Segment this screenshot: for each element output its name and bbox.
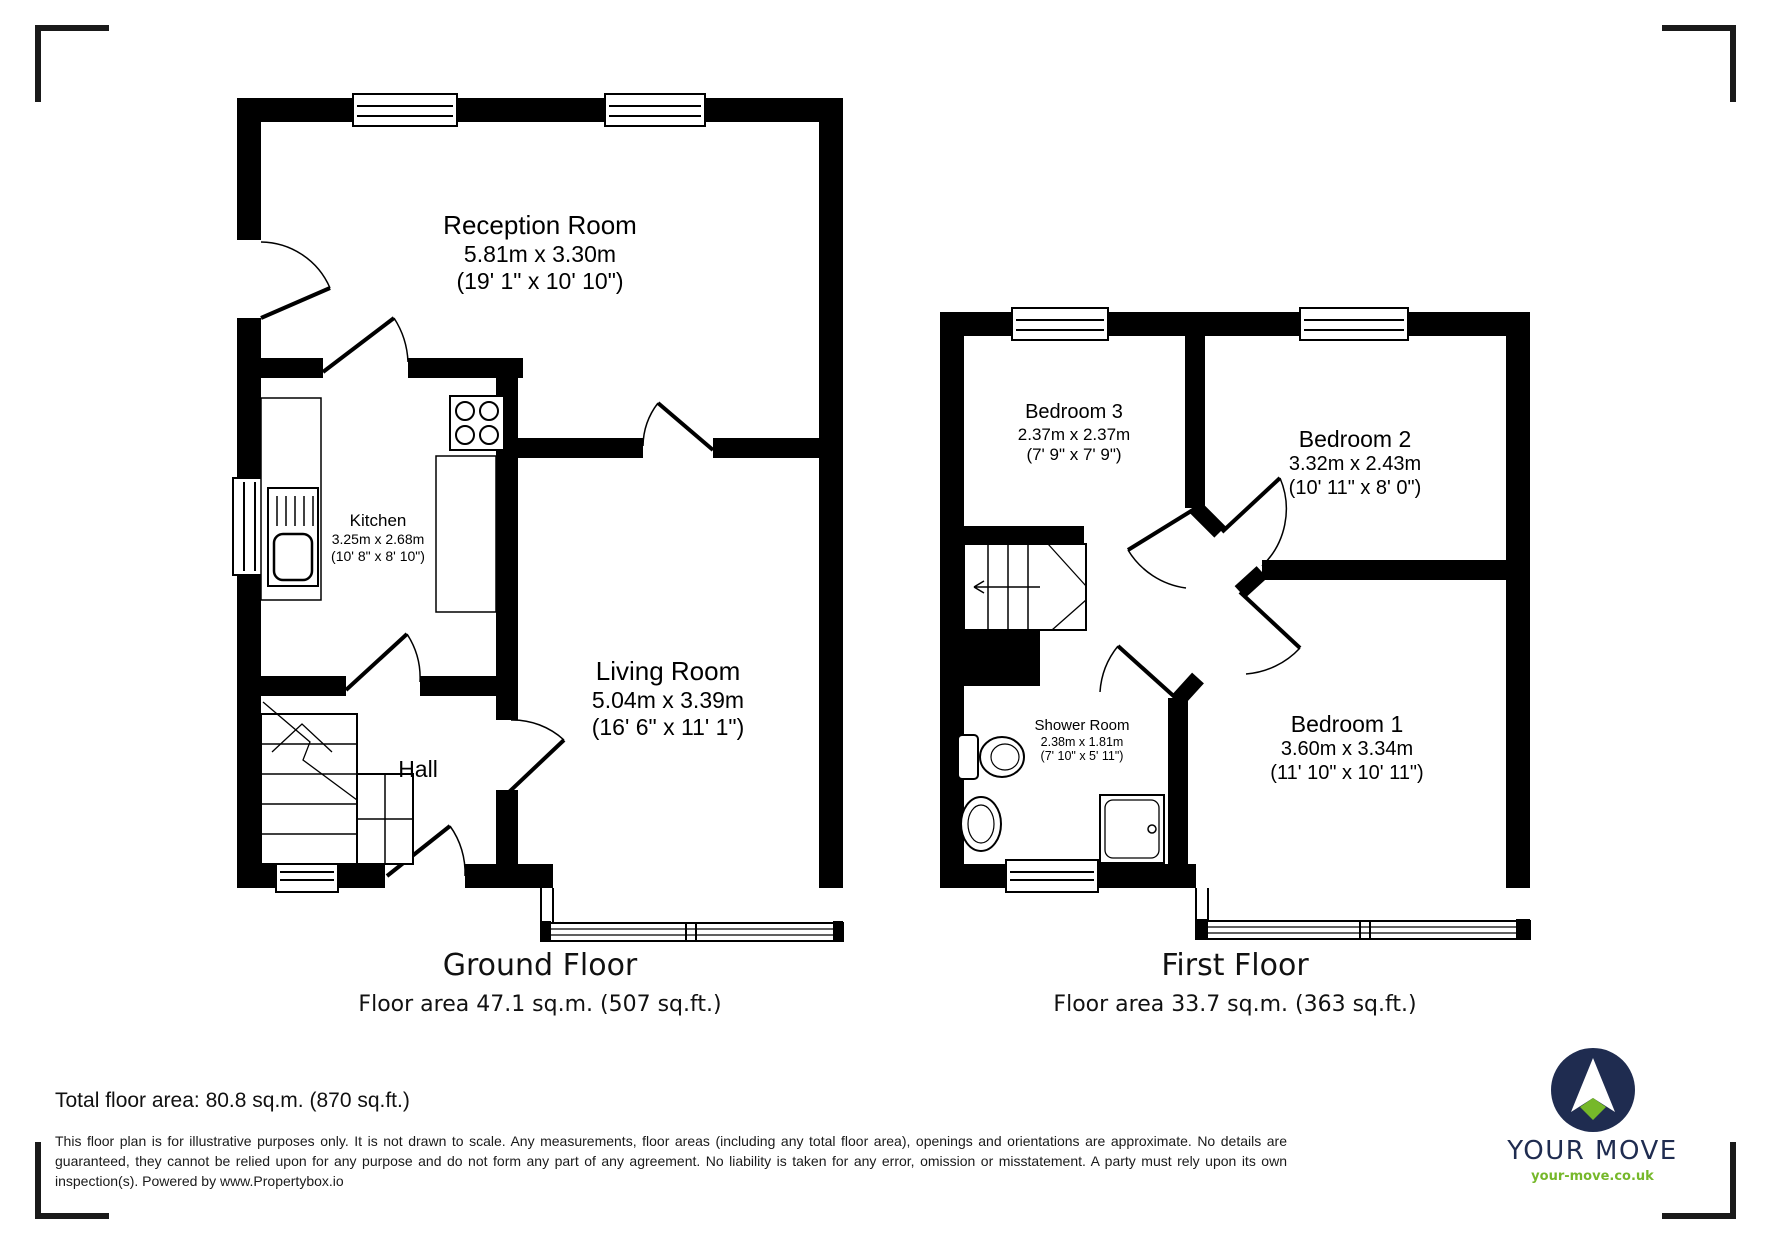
room-dim-metric: 5.04m x 3.39m [591,686,745,713]
bay-window [1196,888,1530,940]
room-label-living [592,656,745,741]
room-dim-metric: 3.60m x 3.34m [1280,738,1414,761]
staircase [261,702,413,864]
room-name: Reception Room [443,210,637,240]
room-dim-imperial: (7' 9" x 7' 9") [1026,444,1122,464]
room-dim-metric: 3.25m x 2.68m [331,531,425,548]
room-name: Bedroom 1 [1290,711,1404,737]
room-label-bedroom2 [1289,426,1422,500]
room-dim-metric: 3.32m x 2.43m [1288,453,1422,476]
total-floor-area: Total floor area: 80.8 sq.m. (870 sq.ft.) [55,1089,410,1112]
your-move-wordmark: YOUR MOVE [1507,1136,1678,1166]
room-dim-metric: 2.38m x 1.81m [1040,734,1124,749]
room-label-bedroom3 [1018,401,1130,465]
wash-basin [961,797,1001,851]
room-dim-imperial: (10' 8" x 8' 10") [331,547,425,564]
shower-tray [1100,795,1164,863]
room-name: Kitchen [349,511,407,530]
room-dim-imperial: (11' 10" x 10' 11") [1270,761,1424,784]
room-name: Living Room [595,656,741,686]
ground-floor-area: Floor area 47.1 sq.m. (507 sq.ft.) [358,992,722,1017]
first-floor-title: First Floor [1161,948,1309,983]
staircase [964,544,1086,630]
your-move-website: your-move.co.uk [1531,1169,1654,1184]
your-move-logo-icon [1549,1046,1637,1134]
room-name: Shower Room [1034,717,1130,734]
room-dim-imperial: (7' 10" x 5' 11") [1040,749,1124,764]
toilet [958,735,1024,779]
room-label-bedroom1 [1270,711,1423,785]
disclaimer-line: guaranteed, they cannot be relied upon for any purpose and do not form any part of any agreement. No liability is taken for any error, omission or misstatement. A party must rely upon its own [55,1153,1287,1169]
room-dim-metric: 5.81m x 3.30m [463,240,617,267]
room-dim-imperial: (19' 1" x 10' 10") [456,267,624,294]
disclaimer [55,1131,1287,1191]
hob [450,396,504,450]
your-move-logo [1505,1046,1680,1184]
disclaimer-line: inspection(s). Powered by www.Propertybox.io [55,1173,344,1189]
room-name: Hall [398,756,438,782]
room-label-shower [1034,717,1129,764]
room-label-hall [398,756,438,783]
bay-window [541,888,843,941]
ground-floor-title: Ground Floor [442,948,638,983]
room-label-kitchen [331,511,425,564]
room-dim-metric: 2.37m x 2.37m [1017,424,1131,444]
room-label-reception [443,210,637,295]
room-name: Bedroom 3 [1025,401,1123,423]
kitchen-sink [268,488,318,586]
room-name: Bedroom 2 [1298,426,1412,452]
room-dim-imperial: (10' 11" x 8' 0") [1288,476,1422,499]
disclaimer-line: This floor plan is for illustrative purposes only. It is not drawn to scale. Any measurements, floor areas (including any total floor area), openings and orientations are approximate. No details are [55,1133,1287,1149]
first-floor-area: Floor area 33.7 sq.m. (363 sq.ft.) [1053,992,1417,1017]
room-dim-imperial: (16' 6" x 11' 1") [591,713,745,740]
